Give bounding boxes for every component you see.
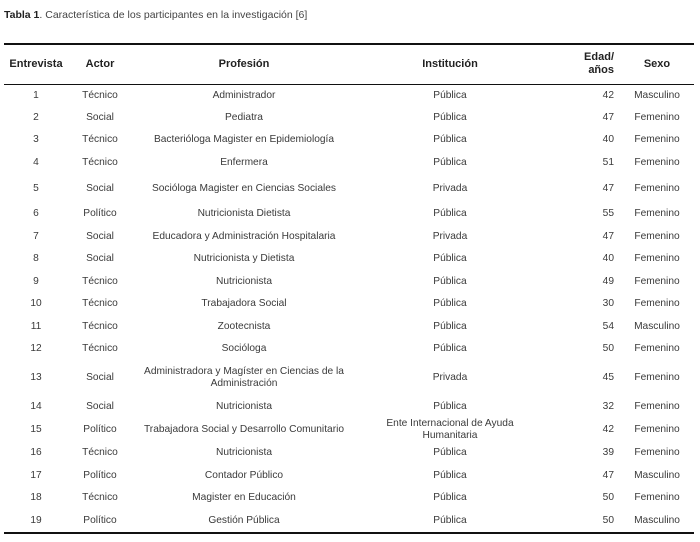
- table-row: [4, 338, 694, 361]
- edad-cell: 47: [602, 469, 614, 481]
- table-row: [4, 396, 694, 419]
- edad-cell: 32: [602, 400, 614, 412]
- entrevista-cell: 5: [33, 182, 39, 194]
- actor-cell: Técnico: [82, 343, 118, 355]
- institucion-cell: Pública: [433, 343, 467, 355]
- entrevista-cell: 6: [33, 208, 39, 220]
- institucion-cell: Privada: [432, 182, 468, 194]
- actor-cell: Técnico: [82, 156, 118, 168]
- sexo-cell: Masculino: [634, 514, 680, 526]
- table-row: [4, 107, 694, 130]
- table-row: [4, 293, 694, 316]
- profesion-cell: Educadora y Administración Hospitalaria: [152, 230, 336, 242]
- profesion-cell: Trabajadora Social y Desarrollo Comunitario: [143, 424, 345, 435]
- profesion-cell: Contador Público: [204, 469, 284, 481]
- institucion-cell: Pública: [433, 89, 467, 101]
- entrevista-cell: 19: [30, 514, 42, 526]
- institucion-cell: Pública: [433, 156, 467, 168]
- institucion-cell: Pública: [433, 469, 467, 481]
- entrevista-cell: 13: [30, 372, 42, 383]
- entrevista-cell: 18: [30, 492, 42, 504]
- sexo-cell: Femenino: [634, 230, 680, 242]
- actor-cell: Técnico: [82, 298, 118, 310]
- actor-cell: Político: [83, 514, 117, 526]
- entrevista-cell: 3: [33, 134, 39, 146]
- sexo-cell: Masculino: [634, 320, 680, 332]
- profesion-cell: Nutricionista: [215, 400, 273, 412]
- edad-cell: 45: [602, 372, 614, 383]
- institucion-cell: Pública: [433, 298, 467, 310]
- entrevista-cell: 8: [33, 253, 39, 265]
- header-entrevista: Entrevista: [9, 57, 63, 70]
- entrevista-cell: 2: [33, 111, 39, 123]
- profesion-cell: Nutricionista Dietista: [197, 208, 291, 220]
- profesion-cell: Trabajadora Social: [201, 298, 287, 310]
- sexo-cell: Femenino: [634, 447, 680, 459]
- table-row: [4, 510, 694, 533]
- actor-cell: Social: [86, 111, 114, 123]
- actor-cell: Social: [86, 400, 114, 412]
- institucion-cell: Privada: [432, 230, 468, 242]
- institucion-cell: Ente Internacional de Ayuda Humanitaria: [386, 418, 514, 441]
- table-row: [4, 129, 694, 152]
- sexo-cell: Femenino: [634, 134, 680, 146]
- sexo-cell: Femenino: [634, 253, 680, 265]
- header-actor: Actor: [85, 57, 115, 70]
- sexo-cell: Femenino: [634, 275, 680, 287]
- sexo-cell: Masculino: [634, 89, 680, 101]
- edad-cell: 47: [602, 182, 614, 194]
- edad-cell: 47: [602, 230, 614, 242]
- header-row: [4, 44, 694, 84]
- entrevista-cell: 10: [30, 298, 42, 310]
- entrevista-cell: 16: [30, 447, 42, 459]
- table-row: [4, 84, 694, 107]
- actor-cell: Social: [86, 372, 114, 383]
- sexo-cell: Femenino: [634, 400, 680, 412]
- table-header: [4, 44, 694, 84]
- header-edad-line1: Edad/: [584, 51, 614, 64]
- table-caption-label: Tabla 1: [4, 9, 40, 21]
- table-caption: [4, 9, 307, 21]
- institucion-cell: Pública: [433, 492, 467, 504]
- table-row: [4, 442, 694, 465]
- profesion-cell: Gestión Pública: [208, 514, 280, 526]
- actor-cell: Social: [86, 182, 114, 194]
- participants-table: [4, 43, 694, 534]
- actor-cell: Técnico: [82, 320, 118, 332]
- sexo-cell: Femenino: [634, 343, 680, 355]
- institucion-cell: Pública: [433, 447, 467, 459]
- profesion-cell: Socióloga Magister en Ciencias Sociales: [151, 182, 337, 194]
- entrevista-cell: 7: [33, 230, 39, 242]
- edad-cell: 55: [602, 208, 614, 220]
- institucion-cell: Pública: [433, 111, 467, 123]
- institucion-cell: Pública: [433, 275, 467, 287]
- edad-cell: 54: [602, 320, 614, 332]
- entrevista-cell: 12: [30, 343, 42, 355]
- entrevista-cell: 15: [30, 424, 42, 435]
- institucion-cell: Pública: [433, 208, 467, 220]
- entrevista-cell: 17: [30, 469, 42, 481]
- table-row: [4, 152, 694, 175]
- actor-cell: Político: [83, 208, 117, 220]
- sexo-cell: Femenino: [634, 372, 680, 383]
- profesion-cell: Administrador: [212, 89, 276, 101]
- actor-cell: Político: [83, 469, 117, 481]
- table-row: [4, 271, 694, 294]
- table-row: [4, 418, 694, 442]
- table-row: [4, 361, 694, 396]
- edad-cell: 40: [602, 134, 614, 146]
- entrevista-cell: 9: [33, 275, 39, 287]
- actor-cell: Social: [86, 253, 114, 265]
- actor-cell: Técnico: [82, 89, 118, 101]
- entrevista-cell: 11: [30, 320, 42, 332]
- sexo-cell: Femenino: [634, 208, 680, 220]
- profesion-cell: Nutricionista y Dietista: [193, 253, 295, 265]
- institucion-cell: Pública: [433, 400, 467, 412]
- table-row: [4, 248, 694, 271]
- institucion-cell: Privada: [432, 372, 468, 383]
- entrevista-cell: 1: [33, 89, 39, 101]
- actor-cell: Técnico: [82, 447, 118, 459]
- sexo-cell: Femenino: [634, 424, 680, 435]
- table-caption-text: . Característica de los participantes en la investigación [6]: [39, 9, 308, 21]
- sexo-cell: Femenino: [634, 298, 680, 310]
- profesion-cell: Zootecnista: [217, 320, 271, 332]
- edad-cell: 50: [602, 343, 614, 355]
- profesion-cell: Bacterióloga Magister en Epidemiología: [153, 134, 335, 146]
- edad-cell: 49: [602, 275, 614, 287]
- table-row: [4, 316, 694, 339]
- edad-cell: 50: [602, 514, 614, 526]
- institucion-cell: Pública: [433, 134, 467, 146]
- header-profesion: Profesión: [218, 57, 270, 70]
- header-edad-line2: años: [588, 64, 614, 77]
- profesion-cell: Nutricionista: [215, 447, 273, 459]
- entrevista-cell: 14: [30, 400, 42, 412]
- profesion-cell: Pediatra: [225, 111, 263, 123]
- profesion-cell: Socióloga: [221, 343, 267, 355]
- edad-cell: 40: [602, 253, 614, 265]
- sexo-cell: Masculino: [634, 469, 680, 481]
- institucion-cell: Pública: [433, 253, 467, 265]
- table-row: [4, 203, 694, 226]
- table-row: [4, 465, 694, 488]
- entrevista-cell: 4: [33, 156, 39, 168]
- profesion-cell: Enfermera: [220, 156, 268, 168]
- table-row: [4, 487, 694, 510]
- sexo-cell: Femenino: [634, 156, 680, 168]
- actor-cell: Social: [86, 230, 114, 242]
- sexo-cell: Femenino: [634, 492, 680, 504]
- edad-cell: 51: [602, 156, 614, 168]
- profesion-cell: Nutricionista: [215, 275, 273, 287]
- header-sexo: Sexo: [643, 57, 671, 70]
- header-institucion: Institución: [422, 57, 478, 70]
- actor-cell: Técnico: [82, 275, 118, 287]
- table-row: [4, 226, 694, 249]
- table-row: [4, 174, 694, 203]
- sexo-cell: Femenino: [634, 111, 680, 123]
- institucion-cell: Pública: [433, 514, 467, 526]
- actor-cell: Técnico: [82, 492, 118, 504]
- table-body: [4, 84, 694, 533]
- edad-cell: 42: [602, 424, 614, 435]
- actor-cell: Político: [83, 424, 117, 435]
- profesion-cell: Administradora y Magíster en Ciencias de la Administración: [144, 366, 344, 389]
- edad-cell: 39: [602, 447, 614, 459]
- institucion-cell: Pública: [433, 320, 467, 332]
- edad-cell: 47: [602, 111, 614, 123]
- profesion-cell: Magister en Educación: [192, 492, 296, 504]
- sexo-cell: Femenino: [634, 182, 680, 194]
- edad-cell: 30: [602, 298, 614, 310]
- edad-cell: 50: [602, 492, 614, 504]
- edad-cell: 42: [602, 89, 614, 101]
- header-edad: [544, 44, 620, 84]
- actor-cell: Técnico: [82, 134, 118, 146]
